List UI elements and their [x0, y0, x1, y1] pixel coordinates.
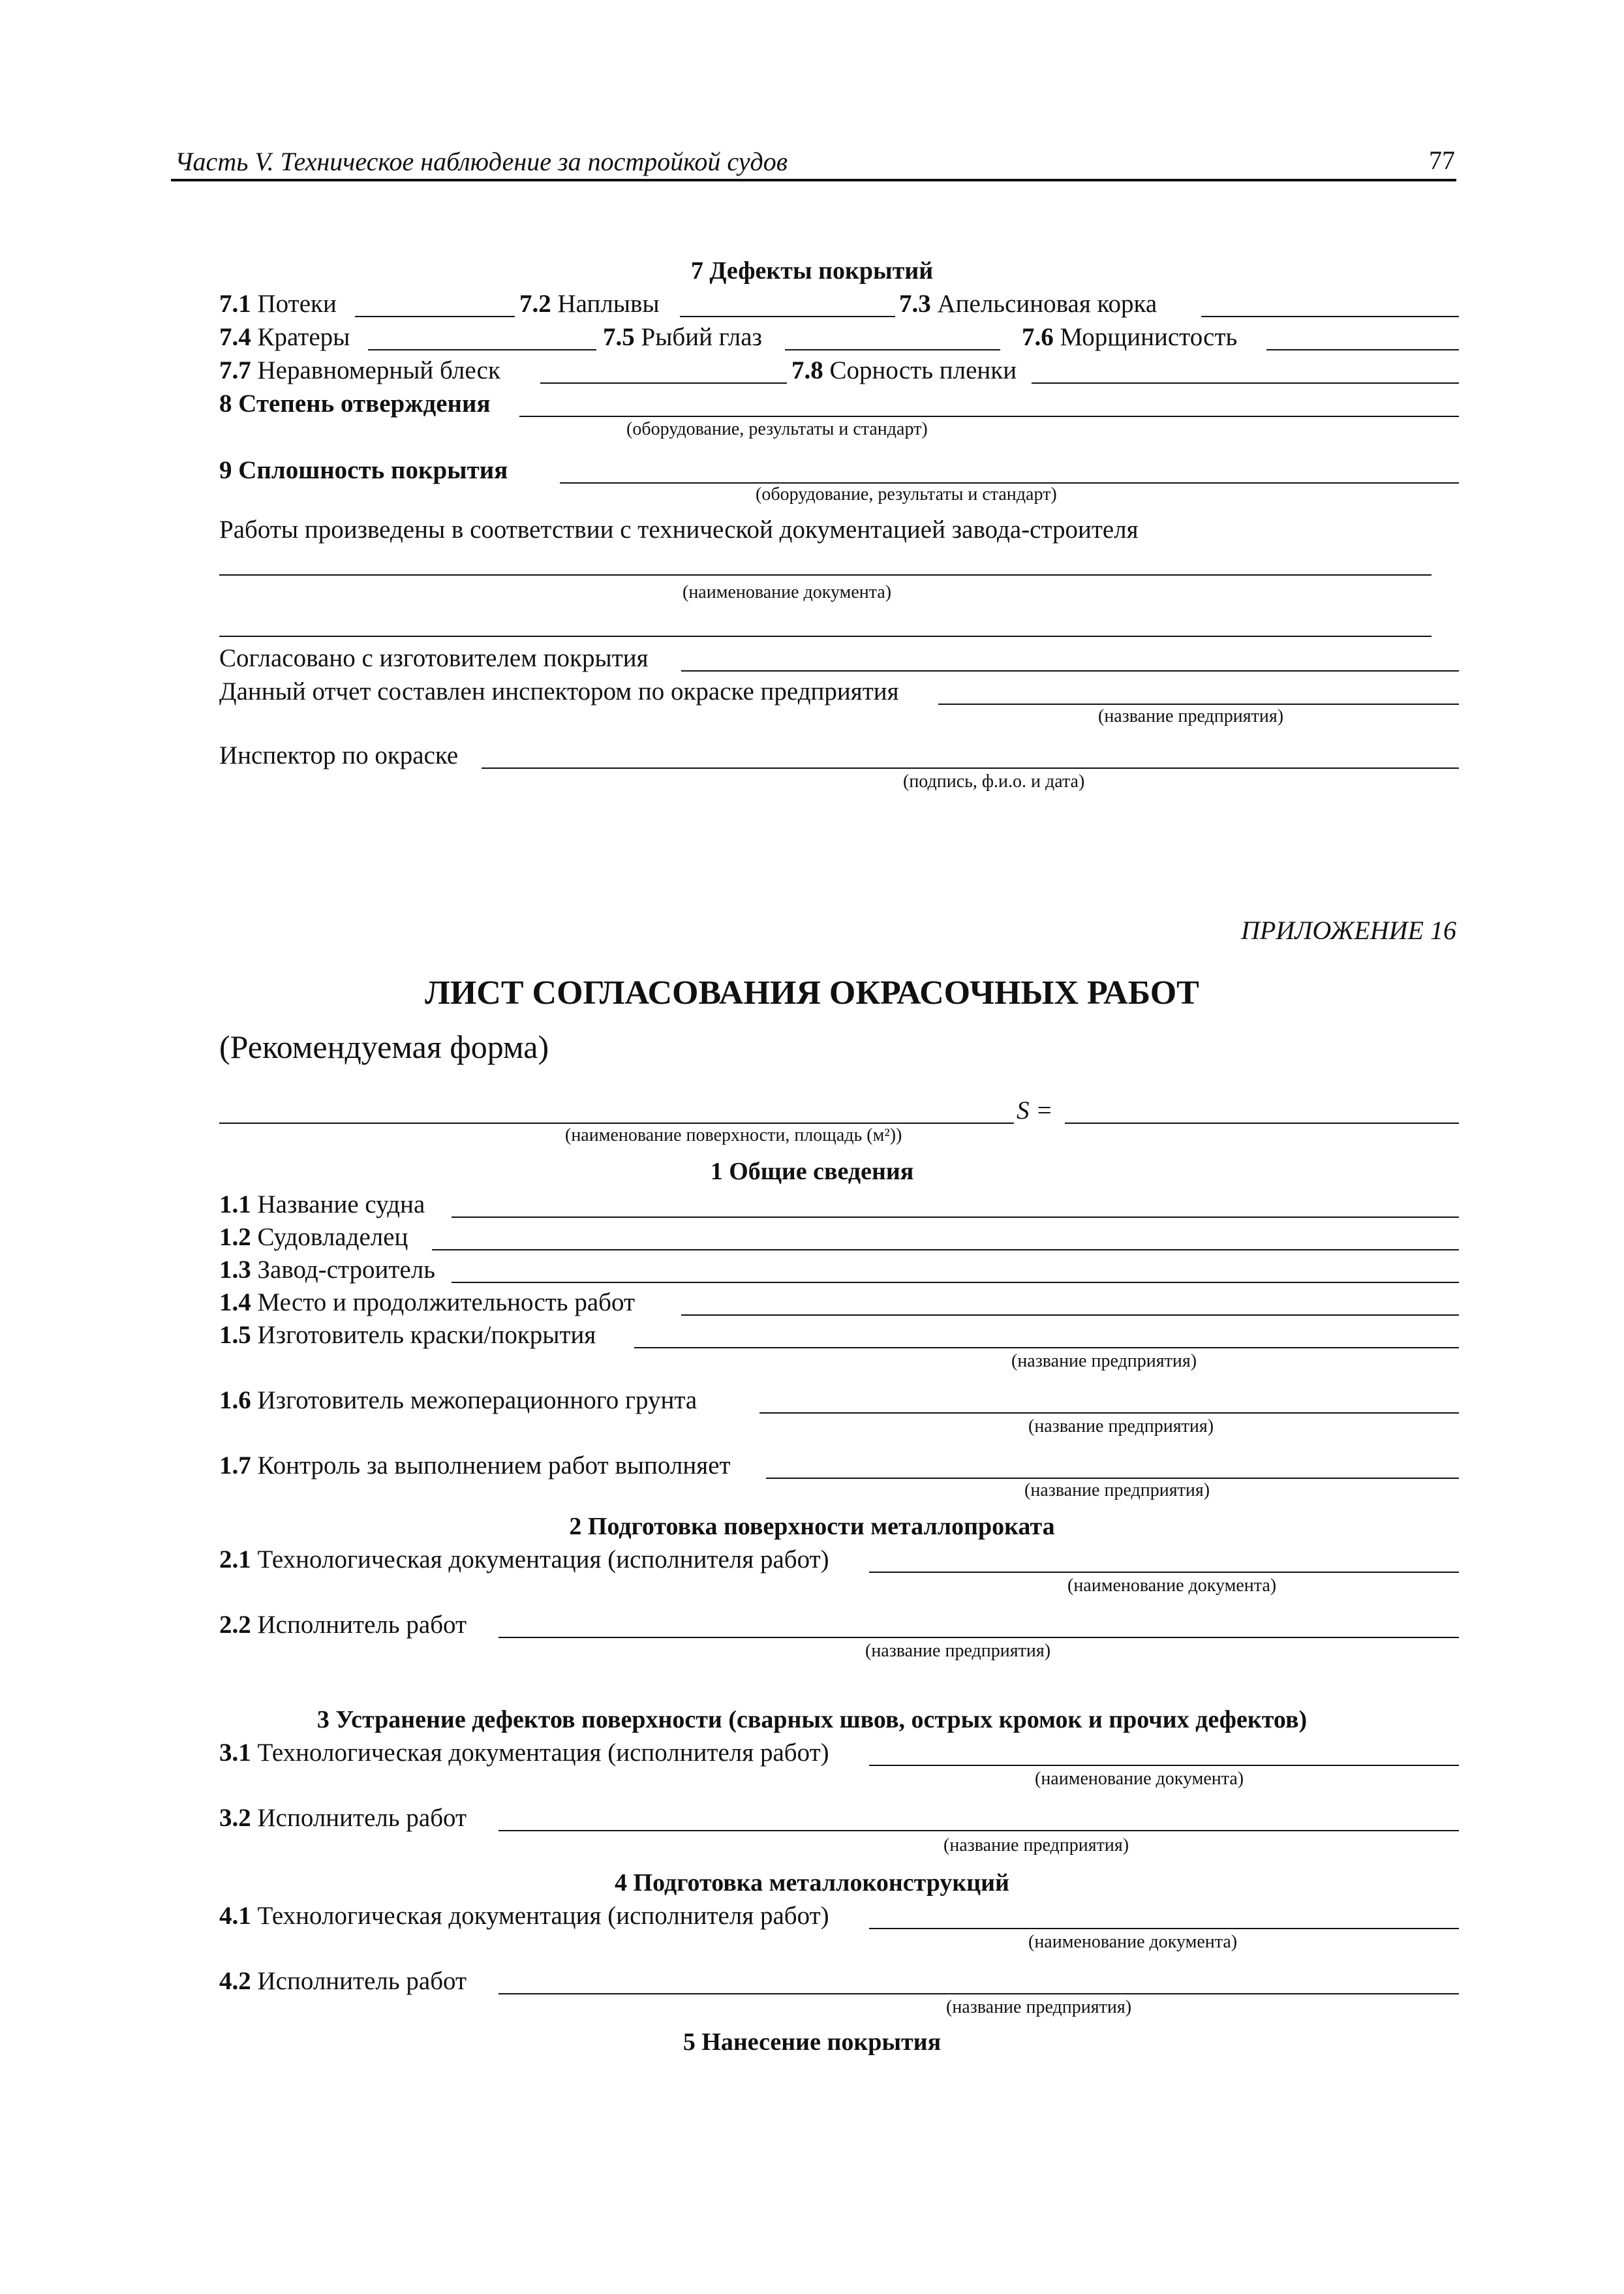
works-doc-field[interactable]: [219, 574, 1432, 576]
sec4-row-4-2: [219, 1966, 1459, 1997]
general-row-1-4: [219, 1287, 1459, 1318]
general-row-1-7: [219, 1450, 1459, 1481]
section-title-general: 1 Общие сведения: [710, 1158, 914, 1185]
sec4-row-4-1: [219, 1900, 1459, 1932]
defect-7-5-field[interactable]: [785, 349, 1000, 350]
section-title-defects: 7 Дефекты покрытий: [690, 257, 934, 285]
defect-7-5-label: 7.5 Рыбий глаз: [603, 323, 762, 351]
cure-field[interactable]: [519, 416, 1459, 417]
general-1-4-field[interactable]: [681, 1314, 1459, 1316]
sec4-4-2-field[interactable]: [498, 1993, 1459, 1994]
continuity-row: [219, 455, 1459, 486]
defect-7-1-label: 7.1 Потеки: [219, 290, 337, 318]
general-1-2-label: 1.2 Судовладелец: [219, 1223, 408, 1251]
sec4-4-1-label: 4.1 Технологическая документация (исполнителя работ): [219, 1902, 829, 1930]
defect-7-4-label: 7.4 Кратеры: [219, 323, 350, 351]
section-title-defect-removal: 3 Устранение дефектов поверхности (сварных швов, острых кромок и прочих дефектов): [316, 1706, 1308, 1733]
works-done-row: [219, 514, 1459, 546]
page-number: 77: [1429, 146, 1455, 175]
general-row-1-3: [219, 1254, 1459, 1286]
general-1-6-label: 1.6 Изготовитель межоперационного грунта: [219, 1386, 697, 1414]
general-1-4-label: 1.4 Место и продолжительность работ: [219, 1288, 636, 1316]
works-doc-caption: (наименование документа): [682, 582, 892, 602]
general-1-3-field[interactable]: [452, 1282, 1459, 1283]
sec2-row-2-1: [219, 1544, 1459, 1575]
sec4-4-2-caption: (название предприятия): [946, 1997, 1132, 2017]
defects-row-2: [219, 322, 1459, 353]
section-title-application: 5 Нанесение покрытия: [682, 2028, 942, 2056]
defect-7-3-label: 7.3 Апельсиновая корка: [899, 290, 1157, 318]
defect-7-2-field[interactable]: [680, 316, 895, 317]
general-1-7-label: 1.7 Контроль за выполнением работ выполняет: [219, 1451, 731, 1480]
defect-7-8-label: 7.8 Сорность пленки: [791, 356, 1017, 384]
general-row-1-2: [219, 1222, 1459, 1253]
works-doc-row: [219, 547, 1459, 578]
surface-row: [219, 1095, 1459, 1126]
sec2-2-2-field[interactable]: [498, 1637, 1459, 1638]
sec3-3-2-caption: (название предприятия): [943, 1835, 1129, 1855]
cure-label: 8 Степень отверждения: [219, 390, 491, 418]
continuity-field[interactable]: [560, 482, 1459, 484]
report-row: [219, 676, 1459, 707]
continuity-label: 9 Сплошность покрытия: [219, 456, 508, 484]
form-subtitle: (Рекомендуемая форма): [219, 1029, 549, 1065]
report-caption: (название предприятия): [1098, 706, 1284, 726]
inspector-caption: (подпись, ф.и.о. и дата): [903, 771, 1085, 792]
defect-7-4-field[interactable]: [368, 349, 596, 350]
general-1-7-field[interactable]: [766, 1478, 1459, 1479]
sec3-3-2-field[interactable]: [498, 1830, 1459, 1831]
sec4-4-1-caption: (наименование документа): [1028, 1932, 1238, 1952]
agreed-label: Согласовано с изготовителем покрытия: [219, 644, 649, 672]
defect-7-6-field[interactable]: [1266, 349, 1459, 350]
surface-area-field[interactable]: [1065, 1123, 1459, 1124]
general-1-5-label: 1.5 Изготовитель краски/покрытия: [219, 1321, 596, 1349]
sec3-row-3-1: [219, 1737, 1459, 1769]
general-1-3-label: 1.3 Завод-строитель: [219, 1256, 436, 1284]
extra-field[interactable]: [219, 636, 1432, 637]
general-1-5-field[interactable]: [634, 1347, 1459, 1348]
defect-7-6-label: 7.6 Морщинистость: [1022, 323, 1238, 351]
sec2-2-1-label: 2.1 Технологическая документация (исполнителя работ): [219, 1545, 829, 1573]
page-header: [171, 142, 1456, 181]
inspector-row: [219, 740, 1459, 771]
general-row-1-6: [219, 1385, 1459, 1416]
sec3-3-2-label: 3.2 Исполнитель работ: [219, 1804, 467, 1832]
sec3-3-1-caption: (наименование документа): [1035, 1769, 1244, 1789]
sec2-2-2-label: 2.2 Исполнитель работ: [219, 1611, 467, 1639]
sec2-2-1-caption: (наименование документа): [1067, 1575, 1277, 1596]
section-title-surface-prep: 2 Подготовка поверхности металлопроката: [569, 1513, 1055, 1540]
extra-row: [219, 608, 1459, 640]
general-1-7-caption: (название предприятия): [1024, 1480, 1210, 1500]
general-1-2-field[interactable]: [432, 1249, 1459, 1250]
cure-caption: (оборудование, результаты и стандарт): [626, 419, 928, 439]
defect-7-7-label: 7.7 Неравномерный блеск: [219, 356, 500, 384]
defects-row-1: [219, 288, 1459, 320]
defect-7-8-field[interactable]: [1032, 382, 1459, 384]
agreed-field[interactable]: [681, 670, 1459, 672]
sec4-4-1-field[interactable]: [869, 1928, 1459, 1929]
sec3-3-1-field[interactable]: [869, 1765, 1459, 1766]
defect-7-1-field[interactable]: [355, 316, 515, 317]
general-row-1-1: [219, 1189, 1459, 1220]
report-label: Данный отчет составлен инспектором по окраске предприятия: [219, 677, 899, 705]
surface-s-label: S =: [1017, 1096, 1053, 1124]
surface-caption: (наименование поверхности, площадь (м²)): [565, 1125, 902, 1145]
sec4-4-2-label: 4.2 Исполнитель работ: [219, 1967, 467, 1995]
works-done-text: Работы произведены в соответствии с технической документацией завода-строителя: [219, 516, 1139, 544]
sec3-3-1-label: 3.1 Технологическая документация (исполнителя работ): [219, 1739, 829, 1767]
sec2-2-2-caption: (название предприятия): [865, 1641, 1051, 1661]
sec3-row-3-2: [219, 1803, 1459, 1834]
cure-row: [219, 388, 1459, 420]
defects-row-3: [219, 355, 1459, 386]
defect-7-2-label: 7.2 Наплывы: [519, 290, 660, 318]
general-1-6-field[interactable]: [759, 1412, 1459, 1414]
defect-7-7-field[interactable]: [540, 382, 787, 384]
report-field[interactable]: [938, 704, 1459, 705]
continuity-caption: (оборудование, результаты и стандарт): [756, 484, 1057, 504]
general-row-1-5: [219, 1320, 1459, 1351]
agreed-row: [219, 643, 1459, 674]
general-1-1-label: 1.1 Название судна: [219, 1190, 425, 1218]
section-title-structures-prep: 4 Подготовка металлоконструкций: [615, 1869, 1009, 1897]
sec2-2-1-field[interactable]: [869, 1572, 1459, 1573]
appendix-label: ПРИЛОЖЕНИЕ 16: [1241, 916, 1456, 945]
running-title: Часть V. Техническое наблюдение за постройкой судов: [175, 147, 788, 176]
form-title: ЛИСТ СОГЛАСОВАНИЯ ОКРАСОЧНЫХ РАБОТ: [425, 974, 1199, 1012]
general-1-1-field[interactable]: [452, 1217, 1459, 1218]
inspector-label: Инспектор по окраске: [219, 741, 459, 769]
general-1-5-caption: (название предприятия): [1011, 1351, 1197, 1371]
surface-name-field[interactable]: [219, 1123, 1014, 1124]
defect-7-3-field[interactable]: [1201, 316, 1459, 317]
general-1-6-caption: (название предприятия): [1028, 1416, 1214, 1436]
inspector-field[interactable]: [482, 767, 1459, 769]
sec2-row-2-2: [219, 1609, 1459, 1641]
